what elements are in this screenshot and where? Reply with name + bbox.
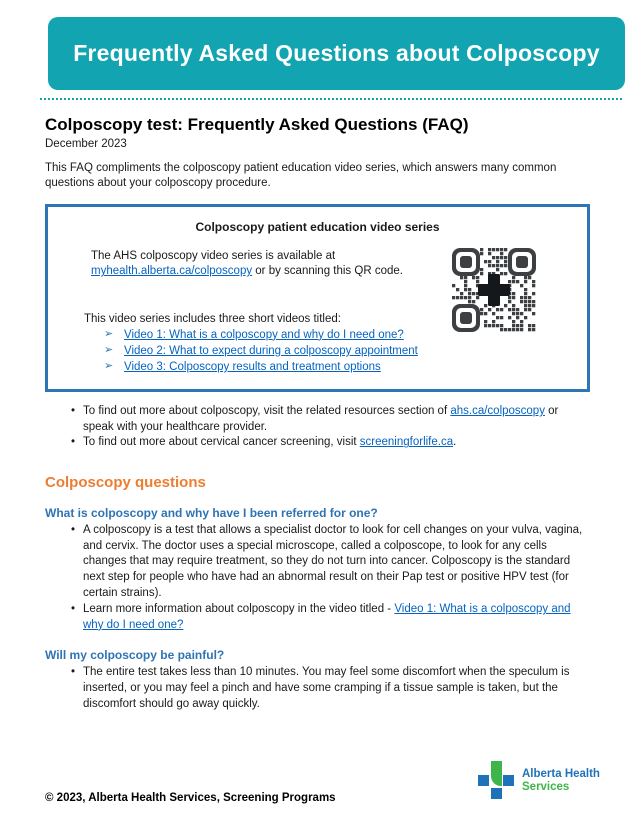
qr-code <box>452 247 536 333</box>
video-1-inline-link[interactable]: Video 1: What is a colposcopy and why do I need one? <box>83 603 571 631</box>
resource-text <box>83 435 583 451</box>
intro-paragraph: This FAQ compliments the colposcopy patient education video series, which answers many common questions about your colposcopy procedure. <box>45 162 557 190</box>
logo-square <box>503 775 514 786</box>
answer-1-list <box>45 523 590 633</box>
arrow-bullet-icon: ➢ <box>104 327 114 340</box>
video-link-item <box>104 343 571 359</box>
screeningforlife-link[interactable]: screeningforlife.ca <box>359 436 454 449</box>
doc-date: December 2023 <box>45 138 127 150</box>
banner-title: Frequently Asked Questions about Colposcopy <box>73 40 600 66</box>
video-list-intro: This video series includes three short videos titled: <box>84 312 341 325</box>
video-2-link[interactable]: Video 2: What to expect during a colposcopy appointment <box>124 344 418 357</box>
video-series-box <box>45 204 590 392</box>
header-banner <box>48 17 625 90</box>
answer-2-list <box>45 665 590 712</box>
resource-suffix: or speak with your healthcare provider. <box>83 405 559 433</box>
answer-text <box>83 602 583 633</box>
answer-text: A colposcopy is a test that allows a specialist doctor to look for cell changes on your vulva, vagina, and cervix. The doctor uses a special microscope, called a colposcope, to look for any cells changes that may require treatment, so they do not turn into cancer. Colposcopy is the standard next step for people who have had an abnormal result on their Pap test or positive HPV test (for certain strains). <box>83 524 583 599</box>
dotted-divider <box>40 98 622 100</box>
arrow-bullet-icon: ➢ <box>104 343 114 356</box>
bullet-icon: • <box>70 436 76 449</box>
logo-square <box>478 775 489 786</box>
video-1-link[interactable]: Video 1: What is a colposcopy and why do I need one? <box>124 328 404 341</box>
bullet-icon: • <box>70 524 76 536</box>
myhealth-link[interactable]: myhealth.alberta.ca/colposcopy <box>91 265 253 278</box>
resource-item <box>45 435 590 451</box>
logo-line2: Services <box>522 781 570 793</box>
bullet-icon: • <box>70 603 76 616</box>
bullet-icon: • <box>70 666 76 679</box>
answer-item <box>45 665 590 712</box>
answer-item <box>45 523 590 601</box>
answer-text: The entire test takes less than 10 minutes. You may feel some discomfort when the speculum is inserted, or you may feel a pinch and have some cramping if a tissue sample is taken, but the discomfort should go away quickly. <box>83 666 570 710</box>
ahs-ca-link[interactable]: ahs.ca/colposcopy <box>450 405 545 418</box>
question-1-heading: What is colposcopy and why have I been referred for one? <box>45 506 378 520</box>
video-link-item <box>104 359 571 375</box>
logo-square <box>491 788 502 799</box>
copyright-text: © 2023, Alberta Health Services, Screening Programs <box>45 792 336 804</box>
logo-line1: Alberta Health <box>522 767 600 780</box>
video-3-link[interactable]: Video 3: Colposcopy results and treatment options <box>124 361 381 374</box>
question-2-heading: Will my colposcopy be painful? <box>45 648 225 663</box>
ahs-logo <box>478 761 600 801</box>
resource-text <box>83 404 583 435</box>
section-heading-colposcopy-questions: Colposcopy questions <box>45 474 206 491</box>
answer-prefix: Learn more information about colposcopy in the video titled - <box>83 603 395 616</box>
resource-prefix: To find out more about cervical cancer screening, visit <box>83 436 360 449</box>
video-link-list <box>104 327 571 375</box>
logo-green-arm <box>491 761 502 786</box>
answer-item <box>45 602 590 633</box>
arrow-bullet-icon: ➢ <box>104 360 114 373</box>
availability-prefix: The AHS colposcopy video series is available at <box>91 249 336 262</box>
ahs-logo-text <box>522 768 600 794</box>
resource-prefix: To find out more about colposcopy, visit the related resources section of <box>83 405 451 418</box>
document-body <box>0 115 637 712</box>
video-box-title: Colposcopy patient education video series <box>195 219 440 234</box>
ahs-logo-mark-icon <box>478 761 515 801</box>
availability-text <box>91 249 441 280</box>
resource-list <box>45 404 590 451</box>
availability-suffix: or by scanning this QR code. <box>252 265 403 278</box>
doc-title: Colposcopy test: Frequently Asked Questions (FAQ) <box>45 115 469 134</box>
resource-item <box>45 404 590 435</box>
resource-suffix: . <box>453 436 457 449</box>
bullet-icon: • <box>70 405 76 418</box>
